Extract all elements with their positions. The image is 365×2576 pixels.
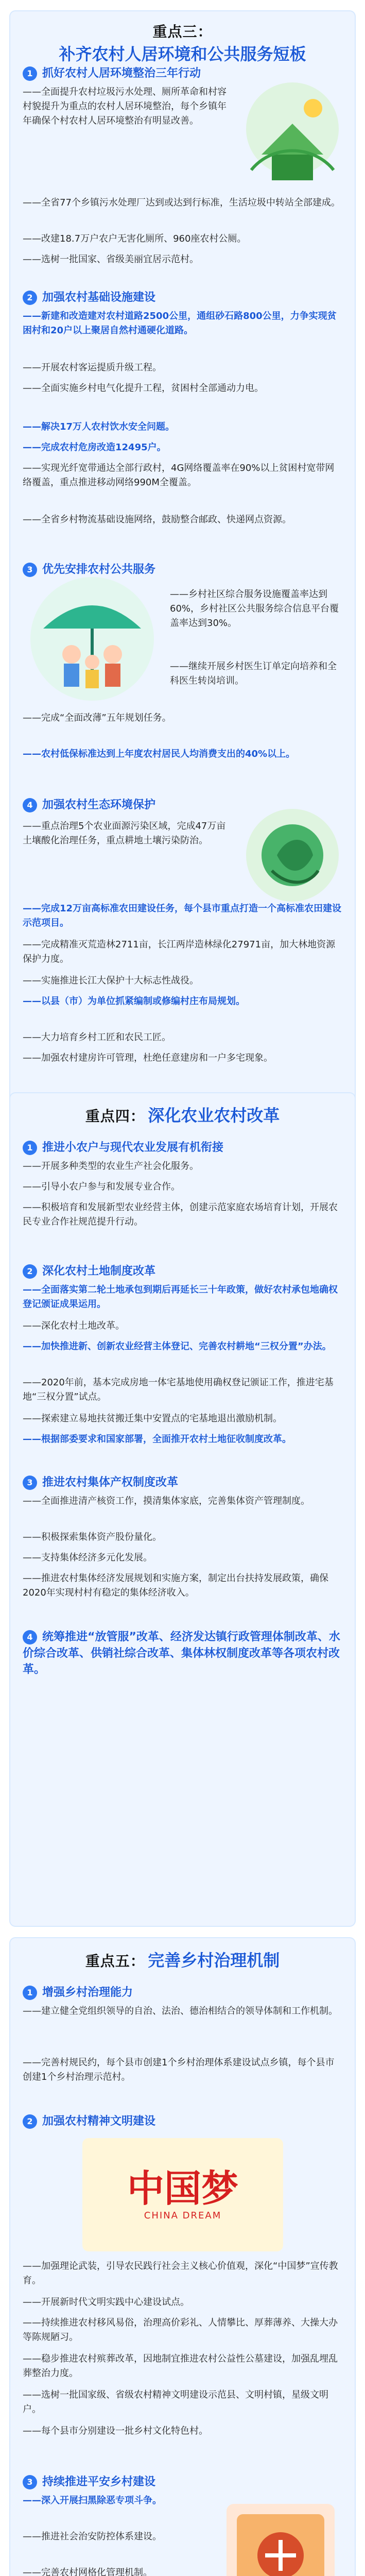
s1-item4-text-3: ——完成精准灭荒造林2711亩，长江两岸造林绿化27971亩，加大林地资源保护力度。: [23, 939, 336, 964]
s3-item2-text-3: ——持续推进农村移风易俗，治理高价彩礼、人情攀比、厚葬薄养、大操大办等陈规陋习。: [23, 2317, 338, 2343]
s1-item2-text-2: ——开展农村客运提质升级工程。: [23, 362, 162, 373]
s3-item1-text-1: ——建立健全党组织领导的自治、法治、德治相结合的领导体制和工作机制。: [23, 2006, 338, 2016]
s1-item4-text-5: ——以县（市）为单位抓紧编制或修编村庄布局规划。: [23, 996, 245, 1007]
section-three-headline: 补齐农村人居环境和公共服务短板: [59, 44, 306, 64]
s1-item1-text-1: ——全面提升农村垃圾污水处理、厕所革命和村容村貌提升为重点的农村人居环境整治，每个乡镇年年确保个村农村人居环境整治有明显改善。: [23, 87, 227, 126]
s2-item1-text-1: ——开展多种类型的农业生产社会化服务。: [23, 1161, 199, 1172]
s2-item3-text-4: ——推进农村集体经济发展规划和实施方案，制定出台扶持发展政策，确保2020年实现村村有稳定的集体经济收入。: [23, 1573, 328, 1598]
s2-item1-text-3: ——积极培育和发展新型农业经营主体，创建示范家庭农场培育计划，开展农民专业合作社规范提升行动。: [23, 1202, 338, 1227]
s2-item3-title: 3 推进农村集体产权制度改革: [23, 1473, 342, 1490]
s2-item3-text-3: ——支持集体经济多元化发展。: [23, 1552, 152, 1563]
justice-illustration: [216, 2494, 345, 2576]
s3-item3-text-2: ——推进社会治安防控体系建设。: [23, 2531, 162, 2542]
s2-item2-text-1: ——全面落实第二轮土地承包到期后再延长三十年政策，做好农村承包地确权登记颁证成果运用。: [23, 1284, 338, 1310]
s3-item3-title: 3 持续推进平安乡村建设: [23, 2473, 342, 2489]
section-three-kicker: 重点三：: [152, 23, 213, 40]
s2-item2-text-5: ——探索建立易地扶贫搬迁集中安置点的宅基地退出激励机制。: [23, 1413, 282, 1424]
s3-item2-title: 2 加强农村精神文明建设: [23, 2112, 342, 2129]
s1-item1-title: 1 抓好农村人居环境整治三年行动: [23, 64, 342, 81]
s3-item2-text-6: ——每个县市分别建设一批乡村文化特色村。: [23, 2426, 208, 2436]
s2-item1-text-2: ——引导小农户参与和发展专业合作。: [23, 1181, 180, 1192]
section-four-title: 重点四： 深化农业农村改革: [85, 1106, 280, 1125]
china-dream-illustration: [82, 2138, 283, 2251]
s1-item3-text-4: ——农村低保标准达到上年度农村居民人均消费支出的40%以上。: [23, 749, 296, 759]
s1-item4-text-7: ——加强农村建房许可管理，杜绝任意建房和一户多宅现象。: [23, 1053, 273, 1063]
s1-item1-text-4: ——选树一批国家、省级美丽宜居示范村。: [23, 254, 199, 265]
s1-item4-text-1: ——重点治理5个农业面源污染区域，完成47万亩土壤酸化治理任务，重点耕地土壤污染防治。: [23, 821, 226, 846]
s2-item3-text-1: ——全面推进清产核资工作，摸清集体家底，完善集体资产管理制度。: [23, 1496, 310, 1506]
earth-leaf-illustration: [241, 799, 344, 912]
s1-item4-title: 4 加强农村生态环境保护: [23, 796, 342, 812]
s1-item2-text-5: ——完成农村危房改造12495户。: [23, 442, 166, 453]
s3-item2-text-4: ——稳步推进农村殡葬改革，因地制宜推进农村公益性公墓建设，加强乱埋乱葬整治力度。: [23, 2353, 338, 2379]
s1-item1-text-2: ——全省77个乡镇污水处理厂达到或达到行标准，生活垃圾中转站全部建成。: [23, 197, 340, 208]
s1-item4-text-2: ——完成12万亩高标准农田建设任务，每个县市重点打造一个高标准农田建设示范项目。: [23, 903, 342, 928]
s1-item4-text-6: ——大力培育乡村工匠和农民工匠。: [23, 1032, 171, 1043]
s1-item3-text-2: ——继续开展乡村医生订单定向培养和全科医生转岗培训。: [170, 661, 337, 686]
s3-item1-text-2: ——完善村规民约，每个县市创建1个乡村治理体系建设试点乡镇，每个县市创建1个乡村治理示范村。: [23, 2057, 335, 2082]
s1-item3-text-1: ——乡村社区综合服务设施覆盖率达到60%，乡村社区公共服务综合信息平台覆盖率达到30%。: [170, 589, 339, 629]
s1-item3-title: 3 优先安排农村公共服务: [23, 561, 342, 577]
s2-item4-title: 4 统筹推进“放管服”改革、经济发达镇行政管理体制改革、水价综合改革、供销社综合改革、集体林权制度改革等各项农村改革。: [23, 1631, 340, 1676]
s3-item2-text-2: ——开展新时代文明实践中心建设试点。: [23, 2297, 189, 2308]
s2-item2-text-6: ——根据部委要求和国家部署，全面推开农村土地征收制度改革。: [23, 1434, 291, 1445]
s2-item1-title: 1 推进小农户与现代农业发展有机衔接: [23, 1139, 342, 1155]
s1-item3-text-3: ——完成“全面改薄”五年规划任务。: [23, 713, 171, 723]
s2-item2-text-2: ——深化农村土地改革。: [23, 1320, 125, 1331]
s1-item4-text-4: ——实施推进长江大保护十大标志性战役。: [23, 975, 199, 986]
s2-item2-title: 2 深化农村土地制度改革: [23, 1262, 342, 1279]
s2-item2-text-3: ——加快推进新、创新农业经营主体登记、完善农村耕地“三权分置”办法。: [23, 1341, 332, 1352]
s2-item2-text-4: ——2020年前，基本完成房地一体宅基地使用确权登记颁证工作，推进宅基地“三权分置”试点。: [23, 1377, 334, 1402]
s3-item3-text-1: ——深入开展扫黑除恶专项斗争。: [23, 2495, 162, 2506]
s1-item2-text-1: ——新建和改造建对农村道路2500公里，通组砂石路800公里，力争实现贫困村和20户以上聚居自然村通硬化道路。: [23, 311, 337, 336]
s3-item2-text-1: ——加强理论武装，引导农民践行社会主义核心价值观，深化“中国梦”宣传教育。: [23, 2261, 338, 2286]
s1-item1-text-3: ——改建18.7万户农户无害化厕所、960座农村公厕。: [23, 233, 247, 244]
section-five-title: 重点五： 完善乡村治理机制: [85, 1951, 280, 1970]
eco-house-illustration: [241, 67, 344, 191]
s1-item2-title: 2 加强农村基础设施建设: [23, 289, 342, 305]
s1-item2-text-6: ——实现光纤宽带通达全部行政村，4G网络覆盖率在90%以上贫困村宽带网络覆盖，重点推进移动网络990M全覆盖。: [23, 463, 335, 488]
s1-item2-text-4: ——解决17万人农村饮水安全问题。: [23, 421, 175, 432]
china-dream-pinyin: CHINA DREAM: [144, 2210, 222, 2221]
family-umbrella-illustration: [23, 572, 162, 706]
s1-item2-text-7: ——全省乡村物流基础设施网络，鼓励整合邮政、快递网点资源。: [23, 514, 291, 525]
s3-item2-text-5: ——选树一批国家级、省级农村精神文明建设示范县、文明村镇，星级文明户。: [23, 2389, 328, 2415]
s3-item3-text-3: ——完善农村网格化管理机制。: [23, 2567, 152, 2576]
s3-item1-title: 1 增强乡村治理能力: [23, 1984, 342, 2000]
s2-item3-text-2: ——积极探索集体资产股份量化。: [23, 1532, 162, 1543]
s1-item2-text-3: ——全面实施乡村电气化提升工程，贫困村全部通动力电。: [23, 383, 264, 394]
china-dream-text: 中国梦: [127, 2166, 238, 2210]
